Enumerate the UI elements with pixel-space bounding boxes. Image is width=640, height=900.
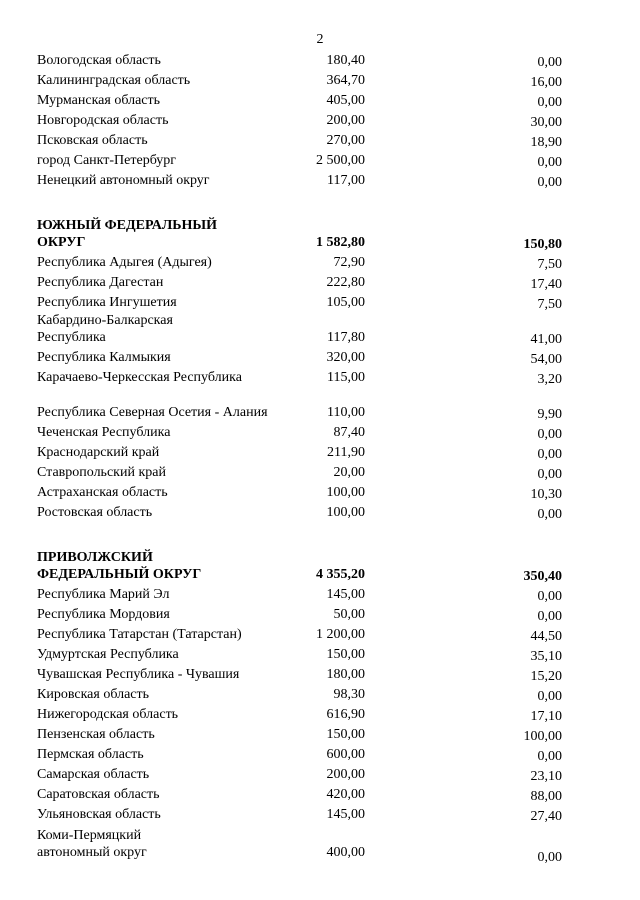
region-name: Чувашская Республика - Чувашия: [37, 667, 240, 682]
region-name: Калининградская область: [37, 73, 191, 88]
value-column-1: 145,00: [326, 807, 365, 822]
value-column-2: 30,00: [530, 115, 562, 130]
value-column-2: 10,30: [530, 487, 562, 502]
table-row: [0, 666, 640, 686]
district-title: ЮЖНЫЙ ФЕДЕРАЛЬНЫЙ ОКРУГ: [37, 218, 218, 250]
region-name: Астраханская область: [37, 485, 168, 500]
value-column-2: 0,00: [537, 749, 562, 764]
value-column-1: 100,00: [326, 505, 365, 520]
value-column-1: 150,00: [326, 647, 365, 662]
value-column-1: 200,00: [326, 113, 365, 128]
value-column-1: 2 500,00: [316, 153, 365, 168]
region-name: Ставропольский край: [37, 465, 166, 480]
table-row: [0, 786, 640, 806]
value-column-2: 0,00: [537, 155, 562, 170]
region-name: Краснодарский край: [37, 445, 160, 460]
region-name: Ростовская область: [37, 505, 153, 520]
value-column-1: 420,00: [326, 787, 365, 802]
table-row: [0, 424, 640, 444]
region-name: Кабардино-Балкарская Республика: [37, 313, 173, 345]
value-column-1: 72,90: [333, 255, 365, 270]
region-name: Пензенская область: [37, 727, 155, 742]
region-name: Кировская область: [37, 687, 150, 702]
table-row: [0, 389, 640, 424]
table-row: [0, 92, 640, 112]
value-column-2: 9,90: [537, 407, 562, 422]
region-name: Нижегородская область: [37, 707, 179, 722]
table-row: [0, 464, 640, 484]
district-total-2: 150,80: [523, 237, 562, 252]
district-title: ПРИВОЛЖСКИЙ ФЕДЕРАЛЬНЫЙ ОКРУГ: [37, 550, 202, 582]
district-total-2: 350,40: [523, 569, 562, 584]
value-column-1: 105,00: [326, 295, 365, 310]
value-column-1: 98,30: [333, 687, 365, 702]
value-column-1: 400,00: [326, 845, 365, 860]
value-column-2: 100,00: [523, 729, 562, 744]
value-column-2: 0,00: [537, 850, 562, 865]
value-column-1: 117,00: [327, 173, 365, 188]
value-column-2: 7,50: [537, 297, 562, 312]
page-number: 2: [316, 32, 324, 47]
table-row: [0, 586, 640, 606]
table-row: [0, 706, 640, 726]
value-column-2: 0,00: [537, 427, 562, 442]
table-row: [0, 72, 640, 92]
table-row: [0, 686, 640, 706]
value-column-1: 110,00: [327, 405, 365, 420]
value-column-1: 180,00: [326, 667, 365, 682]
region-name: Самарская область: [37, 767, 150, 782]
table-row: [0, 746, 640, 766]
table-row: [0, 626, 640, 646]
table-row: [0, 254, 640, 274]
region-name: Саратовская область: [37, 787, 160, 802]
table-row: [0, 646, 640, 666]
value-column-1: 50,00: [333, 607, 365, 622]
table-row: [0, 52, 640, 72]
value-column-1: 180,40: [326, 53, 365, 68]
table-row: [0, 349, 640, 369]
value-column-2: 17,40: [530, 277, 562, 292]
region-name: Республика Татарстан (Татарстан): [37, 627, 242, 642]
value-column-2: 18,90: [530, 135, 562, 150]
region-name: Ульяновская область: [37, 807, 161, 822]
district-header-row: [0, 212, 640, 254]
value-column-2: 0,00: [537, 507, 562, 522]
region-name: Республика Мордовия: [37, 607, 170, 622]
table-row: [0, 826, 640, 864]
value-column-2: 3,20: [537, 372, 562, 387]
value-column-2: 35,10: [530, 649, 562, 664]
table-row: [0, 444, 640, 464]
value-column-1: 211,90: [327, 445, 365, 460]
value-column-1: 1 200,00: [316, 627, 365, 642]
allocation-table: [0, 52, 640, 864]
region-name: Республика Дагестан: [37, 275, 164, 290]
region-name: Удмуртская Республика: [37, 647, 179, 662]
value-column-2: 44,50: [530, 629, 562, 644]
district-total-1: 4 355,20: [316, 567, 365, 582]
region-name: Республика Ингушетия: [37, 295, 177, 310]
region-name: Новгородская область: [37, 113, 169, 128]
region-name: Вологодская область: [37, 53, 161, 68]
region-name: Республика Северная Осетия - Алания: [37, 405, 268, 420]
value-column-1: 87,40: [333, 425, 365, 440]
value-column-2: 0,00: [537, 447, 562, 462]
region-name: город Санкт-Петербург: [37, 153, 177, 168]
value-column-1: 320,00: [326, 350, 365, 365]
region-name: Коми-Пермяцкий автономный округ: [37, 828, 147, 860]
table-row: [0, 606, 640, 626]
table-row: [0, 766, 640, 786]
region-name: Республика Марий Эл: [37, 587, 170, 602]
region-name: Псковская область: [37, 133, 148, 148]
value-column-2: 0,00: [537, 467, 562, 482]
region-name: Чеченская Республика: [37, 425, 171, 440]
table-row: [0, 294, 640, 314]
value-column-2: 0,00: [537, 609, 562, 624]
table-row: [0, 484, 640, 504]
table-row: [0, 112, 640, 132]
value-column-2: 88,00: [530, 789, 562, 804]
value-column-1: 20,00: [333, 465, 365, 480]
value-column-1: 364,70: [326, 73, 365, 88]
value-column-1: 405,00: [326, 93, 365, 108]
region-name: Республика Калмыкия: [37, 350, 171, 365]
value-column-2: 0,00: [537, 175, 562, 190]
value-column-2: 41,00: [530, 332, 562, 347]
value-column-1: 115,00: [327, 370, 365, 385]
value-column-1: 117,80: [327, 330, 365, 345]
value-column-2: 0,00: [537, 95, 562, 110]
district-total-1: 1 582,80: [316, 235, 365, 250]
table-row: [0, 806, 640, 826]
value-column-1: 270,00: [326, 133, 365, 148]
value-column-2: 7,50: [537, 257, 562, 272]
region-name: Ненецкий автономный округ: [37, 173, 210, 188]
table-row: [0, 726, 640, 746]
table-row: [0, 314, 640, 349]
value-column-1: 222,80: [326, 275, 365, 290]
value-column-2: 0,00: [537, 55, 562, 70]
region-name: Карачаево-Черкесская Республика: [37, 370, 242, 385]
table-row: [0, 132, 640, 152]
table-row: [0, 172, 640, 192]
value-column-2: 0,00: [537, 689, 562, 704]
value-column-1: 145,00: [326, 587, 365, 602]
table-row: [0, 504, 640, 524]
table-row: [0, 152, 640, 172]
value-column-2: 27,40: [530, 809, 562, 824]
value-column-1: 600,00: [326, 747, 365, 762]
value-column-2: 23,10: [530, 769, 562, 784]
value-column-2: 0,00: [537, 589, 562, 604]
region-name: Мурманская область: [37, 93, 161, 108]
value-column-1: 100,00: [326, 485, 365, 500]
value-column-1: 200,00: [326, 767, 365, 782]
table-row: [0, 274, 640, 294]
value-column-1: 616,90: [326, 707, 365, 722]
region-name: Республика Адыгея (Адыгея): [37, 255, 212, 270]
value-column-2: 54,00: [530, 352, 562, 367]
table-row: [0, 369, 640, 389]
district-header-row: [0, 544, 640, 586]
region-name: Пермская область: [37, 747, 144, 762]
value-column-1: 150,00: [326, 727, 365, 742]
value-column-2: 17,10: [530, 709, 562, 724]
value-column-2: 15,20: [530, 669, 562, 684]
value-column-2: 16,00: [530, 75, 562, 90]
